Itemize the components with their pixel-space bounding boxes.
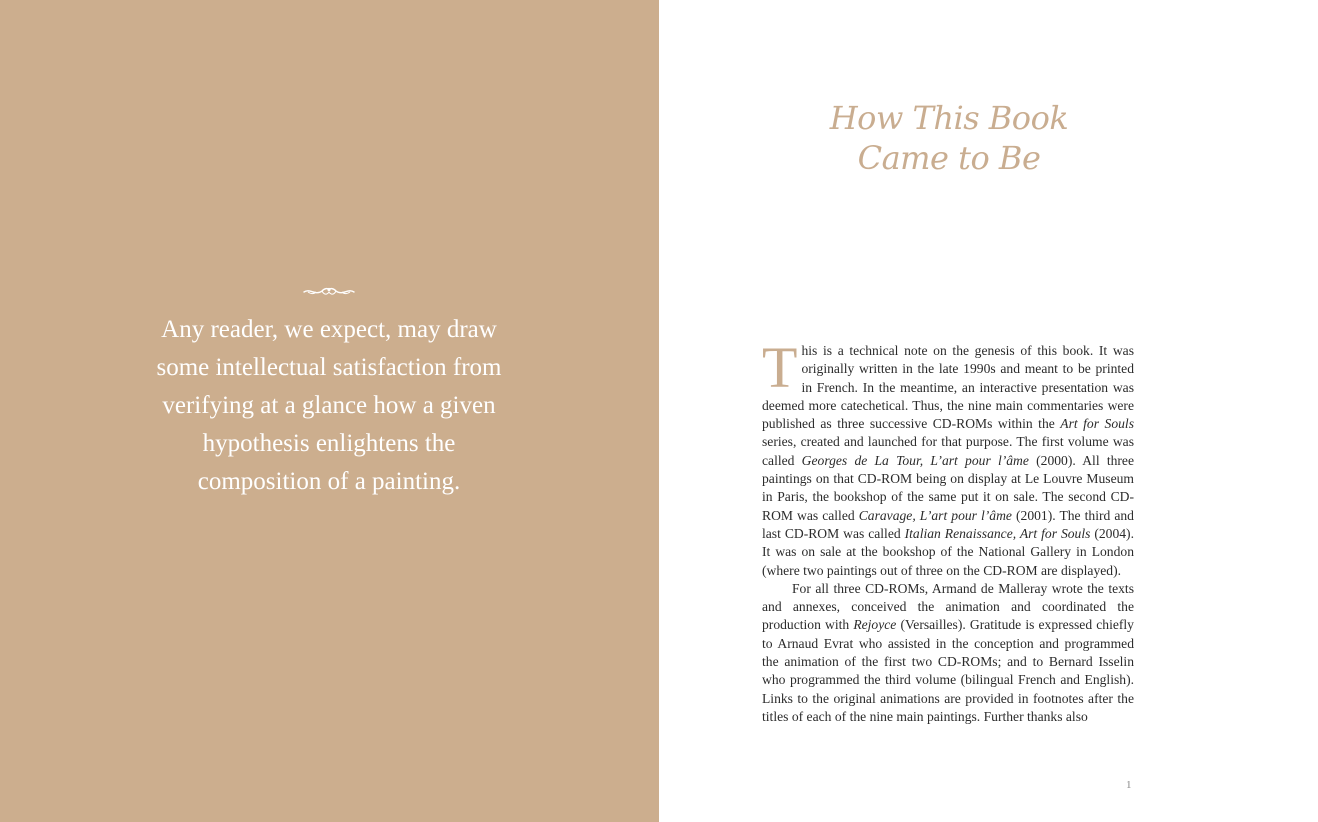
text-run: series, created and launched for that purpose. The first volume was called — [762, 434, 1134, 468]
text-run: (2001). The third and last CD-ROM was called — [762, 507, 1134, 541]
chapter-title — [809, 98, 1089, 178]
paragraph-1 — [762, 335, 1134, 580]
text-run: (2004). It was on sale at the bookshop of the National Gallery in London (where two paintings out of three on the CD-ROM are displayed). — [762, 525, 1134, 578]
italic-title-run: Art for Souls — [1060, 416, 1134, 432]
text-run: For all three CD-ROMs, Armand de Malleray wrote the texts and annexes, conceived the animation and coordinated the production with — [762, 580, 1134, 633]
pull-quote: Any reader, we expect, may draw some intellectual satisfaction from verifying at a glance how a given hypothesis enlightens the composition of a painting. — [156, 316, 502, 495]
body-text — [762, 335, 1134, 726]
text-run: (2000). All three paintings on that CD-ROM being on display at Le Louvre Museum in Paris, the bookshop of the same put it on sale. The second CD-ROM was called — [762, 452, 1134, 523]
paragraph-1-text — [762, 335, 1134, 578]
drop-cap: T — [762, 335, 798, 400]
italic-title-run: Italian Renaissance, Art for Souls — [904, 525, 1091, 541]
page-number: 1 — [1126, 779, 1132, 791]
italic-title-run: Georges de La Tour, L’art pour l’âme — [801, 452, 1029, 468]
chapter-title-line-1: How This Book — [829, 99, 1069, 137]
italic-title-run: Rejoyce — [853, 617, 897, 633]
flourish-ornament-icon — [302, 284, 356, 298]
chapter-title-line-2: Came to Be — [857, 139, 1041, 177]
paragraph-2-text — [762, 581, 1134, 724]
text-run: his is a technical note on the genesis of this book. It was originally written in the late 1990s and meant to be printed in French. In the meantime, an interactive presentation was deemed more catechetical. Thus, the nine main commentaries were published as three successive CD-ROMs within the — [762, 343, 1134, 432]
text-run: (Versailles). Gratitude is expressed chiefly to Arnaud Evrat who assisted in the conception and programmed the animation of the first two CD-ROMs; and to Bernard Isselin who programmed the third volume (bilingual French and English). Links to the original animations are provided in footnotes after the titles of each of the nine main paintings. Further thanks also — [762, 617, 1134, 724]
paragraph-2 — [762, 580, 1134, 726]
right-page — [659, 0, 1318, 822]
italic-title-run: Caravage, L’art pour l’âme — [858, 507, 1012, 523]
